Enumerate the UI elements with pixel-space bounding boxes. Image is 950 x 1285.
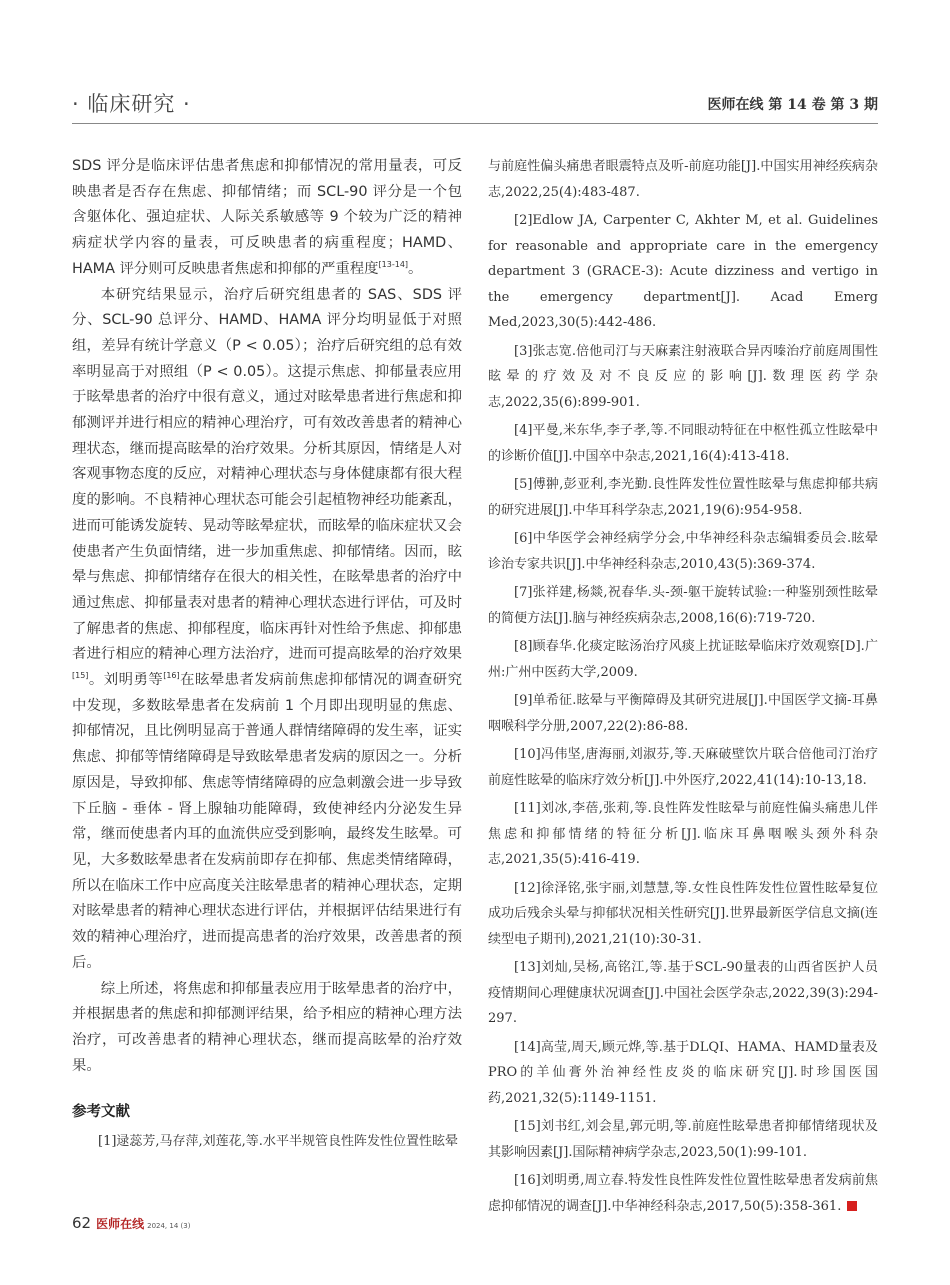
journal-logo: 医师在线 [96, 1217, 145, 1231]
left-column [72, 154, 462, 1158]
reference-item: [4]平曼,米东华,李子孝,等.不同眼动特征在中枢性孤立性眩晕中的诊断价值[J].中国卒中杂志,2021,16(4):413-418. [488, 423, 878, 464]
body-paragraph-2: 本研究结果显示，治疗后研究组患者的 SAS、SDS 评分、SCL-90 总评分、HAMD、HAMA 评分均明显低于对照组，差异有统计学意义（P < 0.05）；治疗后研究组的总有效率明显高于对照组（P < 0.05）。这提示焦虑、抑郁量表应用于眩晕患者的治疗中很有意义，通过对眩晕患者进行焦虑和抑郁测评并进行相应的精神心理治疗，可有效改善患者的精神心理状态，继而提高眩晕的治疗效果。分析其原因，情绪是人对客观事物态度的反应，对精神心理状态与身体健康都有很大程度的影响。不良精神心理状态可能会引起植物神经功能紊乱，进而可能诱发旋转、晃动等眩晕症状，而眩晕的临床症状又会使患者产生负面情绪，进一步加重焦虑、抑郁情绪。因而，眩晕与焦虑、抑郁情绪存在很大的相关性，在眩晕患者的治疗中通过焦虑、抑郁量表对患者的精神心理状态进行评估，可及时了解患者的焦虑、抑郁程度，临床再针对性给予焦虑、抑郁患者进行相应的精神心理方法治疗，进而可提高眩晕的治疗效果[15]。刘明勇等[16]在眩晕患者发病前焦虑抑郁情况的调查研究中发现，多数眩晕患者在发病前 1 个月即出现明显的焦虑、抑郁情况，且比例明显高于普通人群情绪障碍的发生率，证实焦虑、抑郁等情绪障碍是导致眩晕患者发病的原因之一。分析原因是，导致抑郁、焦虑等情绪障碍的应急刺激会进一步导致下丘脑 - 垂体 - 肾上腺轴功能障碍，致使神经内分泌发生异常，继而使患者内耳的血流供应受到影响，最终发生眩晕。可见，大多数眩晕患者在发病前即存在抑郁、焦虑类情绪障碍，所以在临床工作中应高度关注眩晕患者的精神心理状态，定期对眩晕患者的精神心理状态进行评估，并根据评估结果进行有效的精神心理治疗，进而提高患者的治疗效果，改善患者的预后。 [72, 286, 462, 971]
reference-item: [1]逯蕊芳,马存萍,刘莲花,等.水平半规管良性阵发性位置性眩晕 [98, 1134, 458, 1150]
end-of-article-mark-icon [847, 1201, 857, 1211]
reference-item: [7]张祥建,杨燚,祝春华.头-颈-躯干旋转试验:一种鉴别颈性眩晕的简便方法[J].脑与神经疾病杂志,2008,16(6):719-720. [488, 585, 878, 626]
reference-item: [14]高莹,周天,顾元烨,等.基于DLQI、HAMA、HAMD量表及PRO的羊仙膏外治神经性皮炎的临床研究[J].时珍国医国药,2021,32(5):1149-1151. [488, 1039, 878, 1106]
journal-issue-header: 医师在线 第 14 卷 第 3 期 [707, 97, 878, 113]
reference-item: [10]冯伟坚,唐海丽,刘淑芬,等.天麻破壁饮片联合倍他司汀治疗前庭性眩晕的临床疗效分析[J].中外医疗,2022,41(14):10-13,18. [488, 747, 878, 788]
reference-item: [11]刘冰,李蓓,张莉,等.良性阵发性眩晕与前庭性偏头痛患儿伴焦虑和抑郁情绪的特征分析[J].临床耳鼻咽喉头颈外科杂志,2021,35(5):416-419. [488, 801, 878, 867]
reference-item: [6]中华医学会神经病学分会,中华神经科杂志编辑委员会.眩晕诊治专家共识[J].中华神经科杂志,2010,43(5):369-374. [488, 531, 878, 572]
reference-item: [3]张志宽.倍他司汀与天麻素注射液联合异丙嗪治疗前庭周围性眩晕的疗效及对不良反应的影响[J].数理医药学杂志,2022,35(6):899-901. [488, 343, 878, 410]
citation: [16] [163, 671, 180, 681]
reference-item-continued: 与前庭性偏头痛患者眼震特点及听-前庭功能[J].中国实用神经疾病杂志,2022,25(4):483-487. [488, 159, 878, 200]
references-heading: 参考文献 [72, 1104, 130, 1121]
reference-item: [13]刘灿,吴杨,高铭江,等.基于SCL-90量表的山西省医护人员疫情期间心理健康状况调查[J].中国社会医学杂志,2022,39(3):294-297. [488, 960, 878, 1026]
footer-issue: 2024, 14 (3) [147, 1222, 191, 1230]
reference-item: [15]刘书红,刘会星,郭元明,等.前庭性眩晕患者抑郁情绪现状及其影响因素[J].国际精神病学杂志,2023,50(1):99-101. [488, 1119, 878, 1160]
body-paragraph-3: 综上所述，将焦虑和抑郁量表应用于眩晕患者的治疗中，并根据患者的焦虑和抑郁测评结果，给予相应的精神心理方法治疗，可改善患者的精神心理状态，继而提高眩晕的治疗效果。 [72, 980, 462, 1074]
reference-item-last: [16]刘明勇,周立春.特发性良性阵发性位置性眩晕患者发病前焦虑抑郁情况的调查[J].中华神经科杂志,2017,50(5):358-361. [488, 1173, 878, 1214]
reference-item: [2]Edlow JA, Carpenter C, Akhter M, et al. Guidelines for reasonable and appropriate care in the emergency department 3 (GRACE-3): Acute dizziness and vertigo in the emergency department[J]. Acad Emerg Med,2023,30(5):442-486. [488, 213, 878, 330]
header-divider [72, 123, 878, 124]
reference-item: [12]徐泽铭,张宇丽,刘慧慧,等.女性良性阵发性位置性眩晕复位成功后残余头晕与抑郁状况相关性研究[J].世界最新医学信息文摘(连续型电子期刊),2021,21(10):30-31. [488, 880, 878, 947]
right-column [488, 154, 878, 1222]
reference-item: [8]顾春华.化痰定眩汤治疗风痰上扰证眩晕临床疗效观察[D].广州:广州中医药大学,2009. [488, 639, 878, 680]
citation: [13-14] [378, 260, 409, 270]
citation: [15] [72, 671, 89, 681]
reference-item: [9]单希征.眩晕与平衡障碍及其研究进展[J].中国医学文摘-耳鼻咽喉科学分册,2007,22(2):86-88. [488, 693, 878, 734]
section-title: · 临床研究 · [72, 92, 191, 116]
reference-item: [5]傅翀,彭亚利,李光勤.良性阵发性位置性眩晕与焦虑抑郁共病的研究进展[J].中华耳科学杂志,2021,19(6):954-958. [488, 477, 878, 518]
body-paragraph-1: SDS 评分是临床评估患者焦虑和抑郁情况的常用量表，可反映患者是否存在焦虑、抑郁情绪；而 SCL-90 评分是一个包含躯体化、强迫症状、人际关系敏感等 9 个较为广泛的精神病症状学内容的量表，可反映患者的病重程度；HAMD、HAMA 评分则可反映患者焦虑和抑郁的严重程度[13-14]。 [72, 158, 462, 277]
page-footer [72, 1213, 190, 1232]
page-number: 62 [72, 1214, 92, 1232]
